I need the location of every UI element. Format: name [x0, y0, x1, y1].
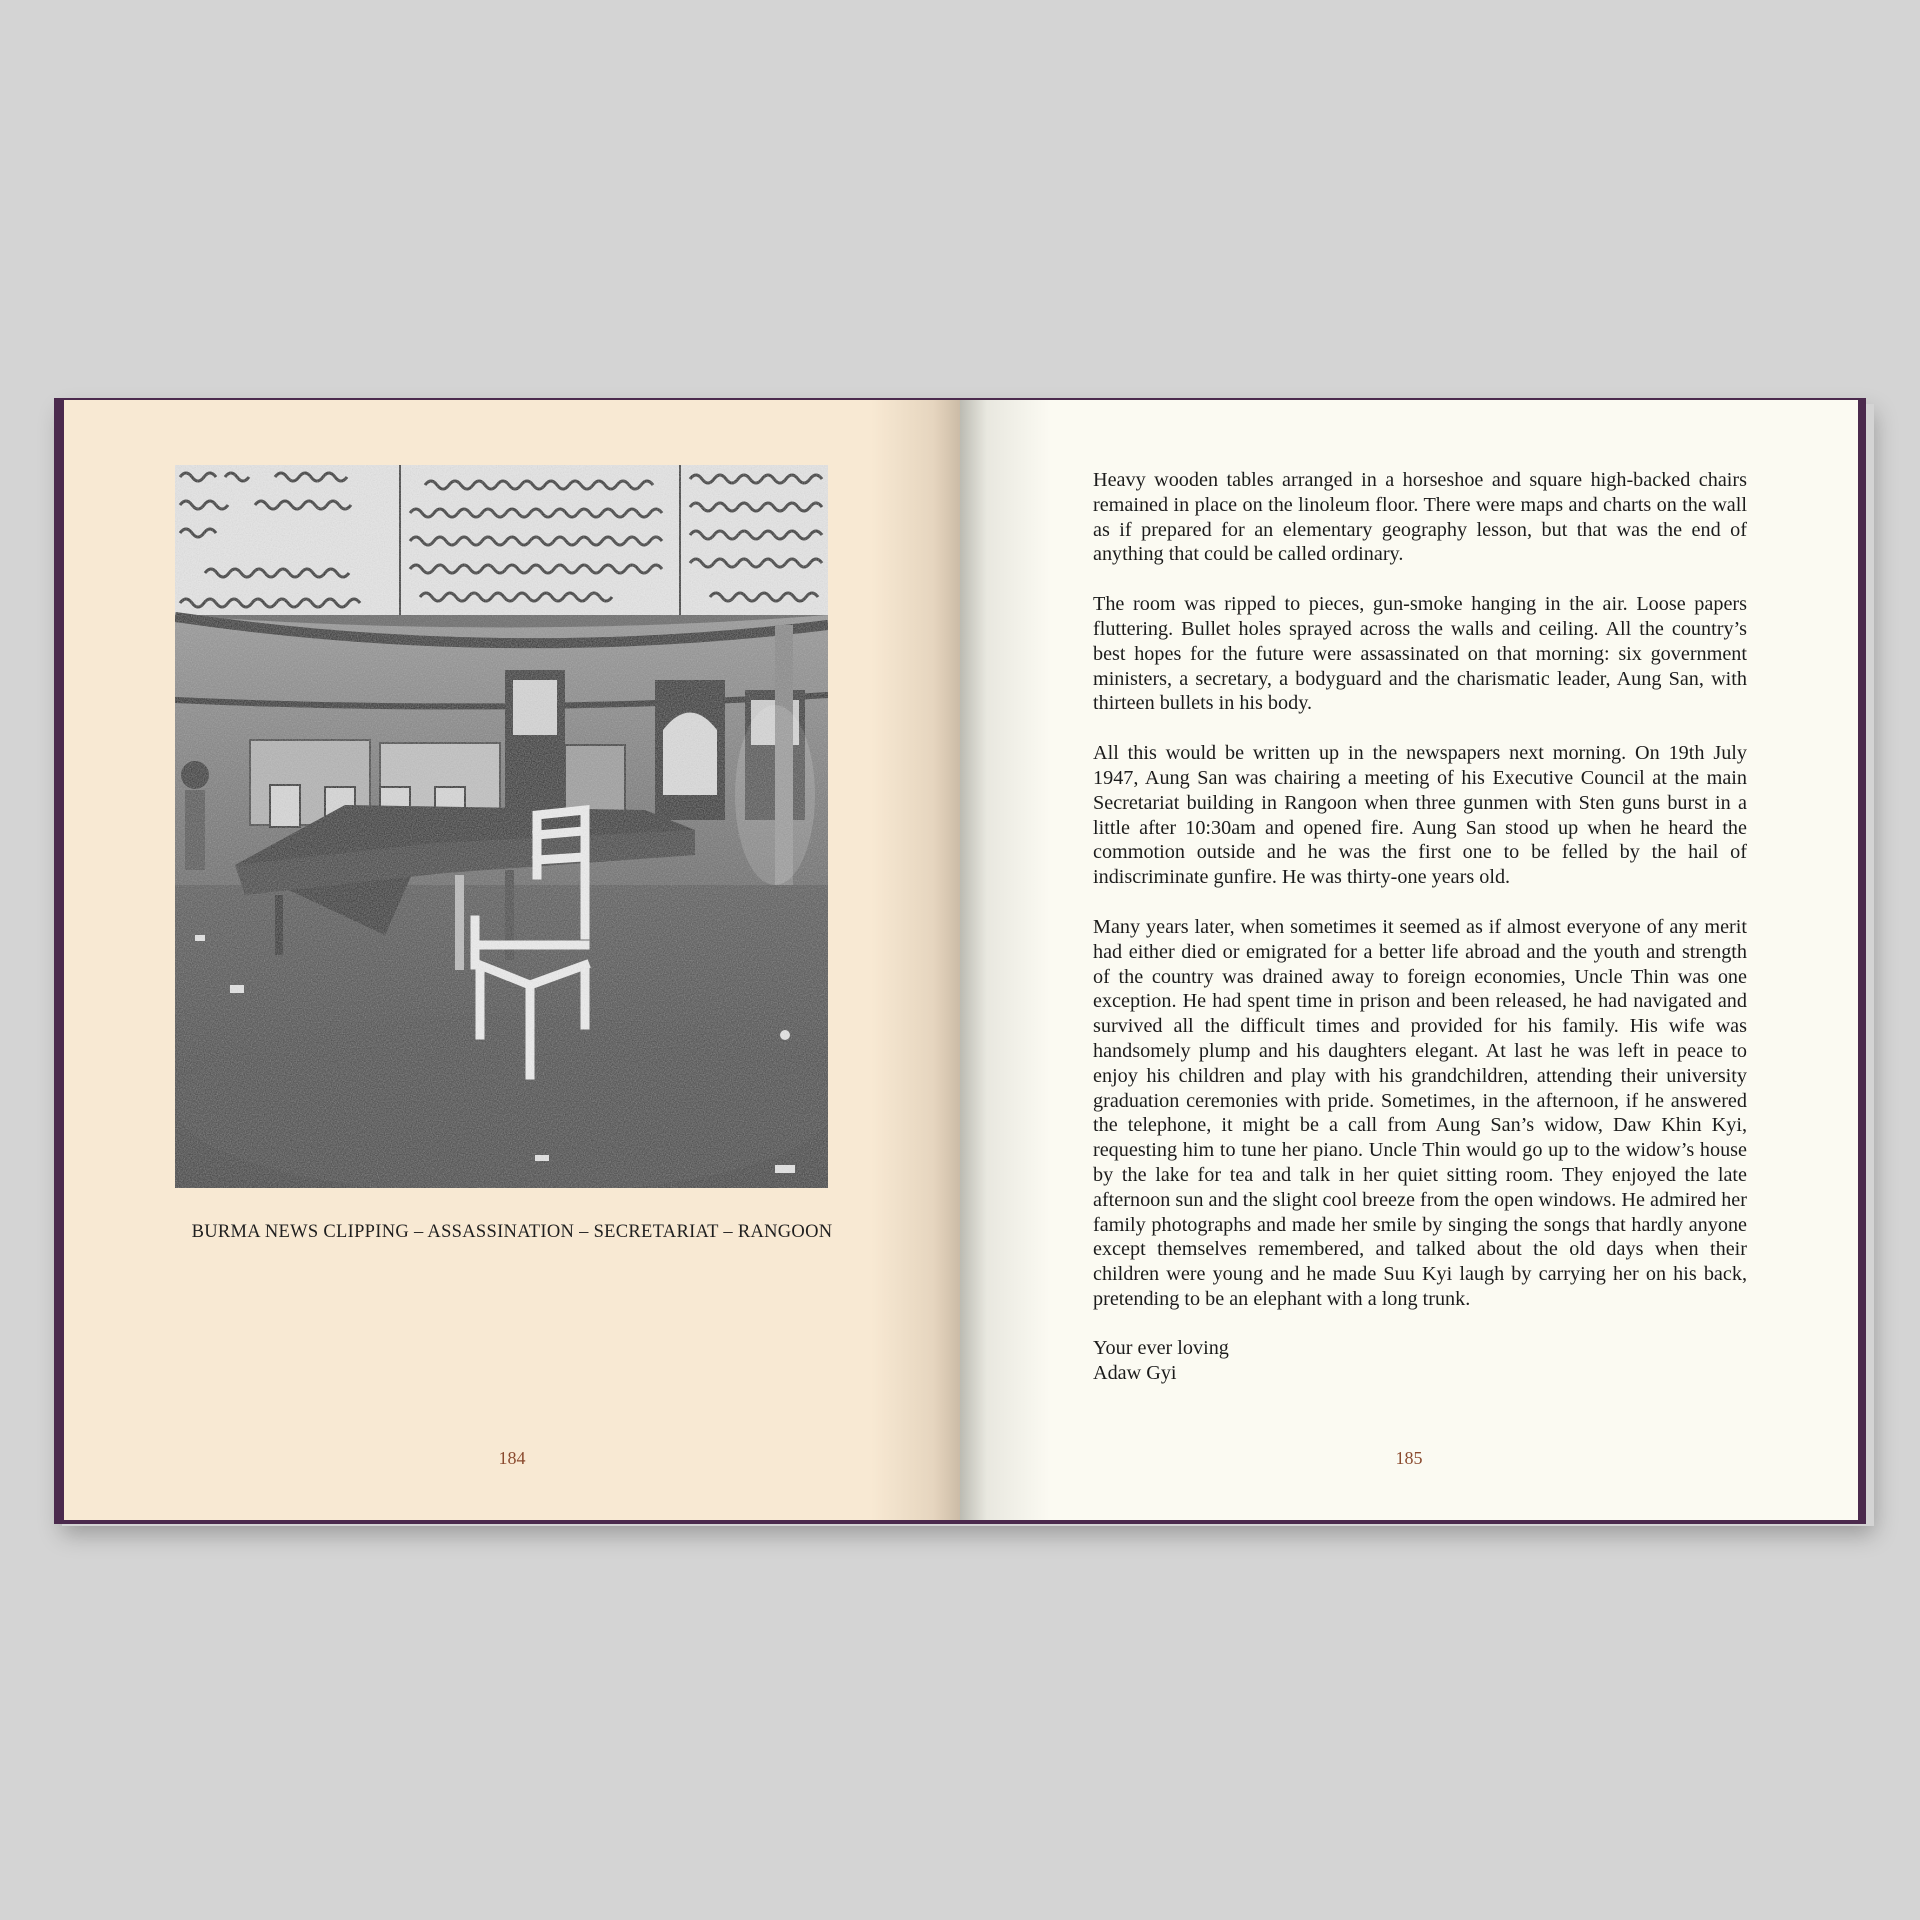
paragraph-3: All this would be written up in the newspapers next morning. On 19th July 1947, Aung San was chairing a meeting of his Executive Council at the main Secretariat building in Rangoon when three gunmen with Sten guns burst in a little after 10:30am and opened fire. Aung San stood up when he heard the commotion outside and he was the first one to be felled by the hail of indiscriminate gunfire. He was thirty-one years old. [1093, 742, 1747, 889]
right-page [960, 400, 1858, 1520]
clipping-image [175, 465, 828, 1188]
page-number-left: 184 [498, 1448, 526, 1468]
left-page [64, 400, 960, 1520]
paragraph-1: Heavy wooden tables arranged in a horseshoe and square high-backed chairs remained in place on the linoleum floor. There were maps and charts on the wall as if prepared for an elementary geography lesson, but that was the end of anything that could be called ordinary. [1093, 469, 1747, 566]
news-clipping-photo [175, 465, 828, 1188]
paragraph-4: Many years later, when sometimes it seemed as if almost everyone of any merit had either died or emigrated for a better life abroad and the youth and strength of the country was drained away to foreign economies, Uncle Thin was one exception. He had spent time in prison and been released, he had navigated and survived all the difficult times and provided for his family. His wife was handsomely plump and his daughters elegant. At last he was left in peace to enjoy his children and play with his grandchildren, attending their university graduation ceremonies with pride. Sometimes, in the afternoon, if he answered the telephone, it might be a call from Aung San’s widow, Daw Khin Kyi, requesting him to tune her piano. Uncle Thin would go up to the widow’s house by the lake for tea and talk in her quiet sitting room. They enjoyed the late afternoon sun and the slight cool breeze from the open windows. He admired her family photographs and made her smile by singing the songs that hardly anyone except themselves remembered, and talked about the old days when their children were young and he made Suu Kyi laugh by carrying her on his back, pretending to be an elephant with a long trunk. [1093, 915, 1747, 1310]
letter-signoff [1093, 1336, 1747, 1386]
paragraph-2: The room was ripped to pieces, gun-smoke hanging in the air. Loose papers fluttering. Bullet holes sprayed across the walls and ceiling. All the country’s best hopes for the future were assassinated on that morning: six government ministers, a secretary, a bodyguard and the charismatic leader, Aung San, with thirteen bullets in his body. [1093, 593, 1747, 715]
signature: Adaw Gyi [1093, 1361, 1177, 1384]
closing-line: Your ever loving [1093, 1336, 1229, 1359]
page-number-right: 185 [1395, 1448, 1423, 1468]
photo-caption: BURMA NEWS CLIPPING – ASSASSINATION – SECRETARIAT – RANGOON [191, 1222, 833, 1242]
body-text [1093, 468, 1747, 1385]
